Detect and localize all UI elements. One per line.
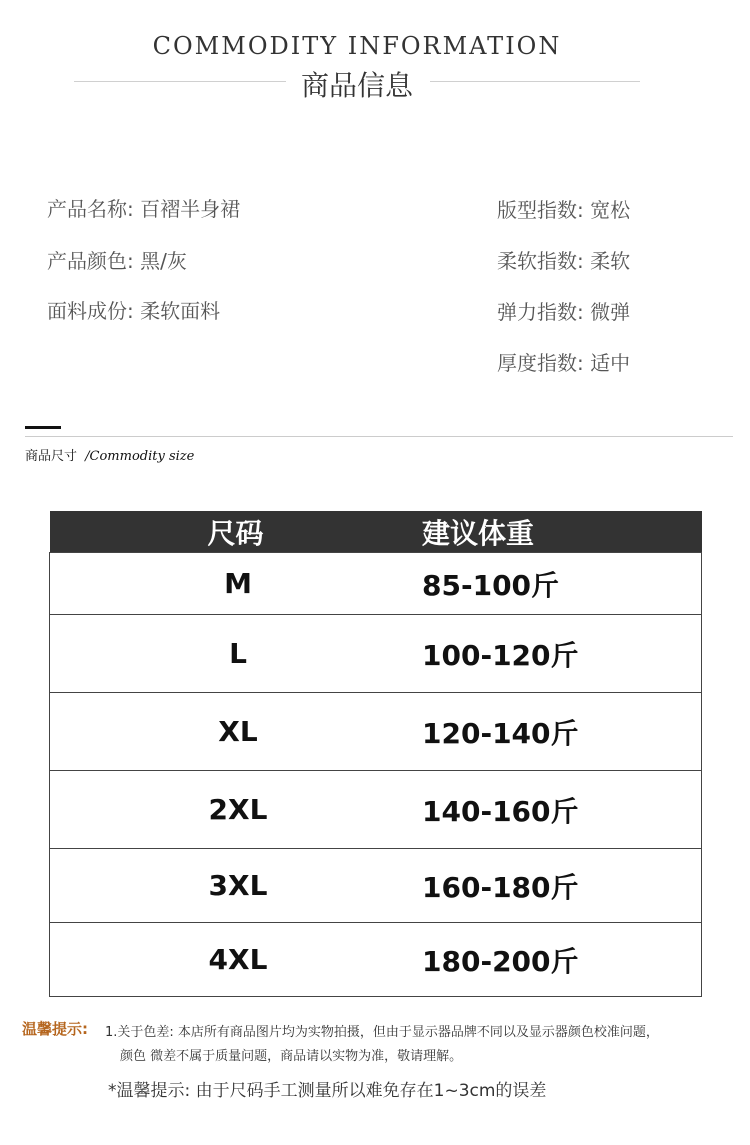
size-table <box>49 511 702 997</box>
tips-line-1: 1.关于色差: 本店所有商品图片均为实物拍摄，但由于显示器品牌不同以及显示器颜色校准问题， <box>105 1025 659 1040</box>
weight-value: 180-200斤 <box>422 944 579 978</box>
size-value: 4XL <box>208 943 268 976</box>
info-thickness-index: 厚度指数: 适中 <box>497 351 631 375</box>
weight-value: 160-180斤 <box>422 870 579 904</box>
weight-value: 140-160斤 <box>422 794 579 828</box>
tips-line-2: 颜色 微差不属于质量问题，商品请以实物为准，敬请理解。 <box>120 1049 463 1064</box>
info-fit-index: 版型指数: 宽松 <box>497 198 631 222</box>
info-softness-index: 柔软指数: 柔软 <box>497 249 631 273</box>
size-cell <box>50 553 427 615</box>
size-header-cell <box>50 511 427 553</box>
header-rule-right <box>430 81 640 82</box>
size-header-label: 尺码 <box>207 516 264 550</box>
size-cell <box>50 693 427 771</box>
size-cell <box>50 615 427 693</box>
table-row <box>50 693 702 771</box>
size-section-accent-bar <box>25 426 61 429</box>
tips-label: 温馨提示: <box>22 1020 88 1038</box>
table-row <box>50 615 702 693</box>
size-cell <box>50 849 427 923</box>
weight-value: 120-140斤 <box>422 716 579 750</box>
weight-cell <box>422 849 702 923</box>
weight-header-cell <box>422 511 702 553</box>
table-row <box>50 849 702 923</box>
weight-value: 85-100斤 <box>422 568 560 602</box>
table-row <box>50 553 702 615</box>
header-title-cn: 商品信息 <box>300 69 413 102</box>
size-section-title <box>25 445 194 464</box>
weight-header-label: 建议体重 <box>422 516 535 550</box>
size-value: M <box>224 567 252 600</box>
table-row <box>50 771 702 849</box>
size-value: L <box>229 637 247 670</box>
info-product-name: 产品名称: 百褶半身裙 <box>47 197 241 221</box>
size-section-title-en: /Commodity size <box>85 449 195 464</box>
measurement-note: *温馨提示: 由于尺码手工测量所以难免存在1~3cm的误差 <box>108 1081 547 1101</box>
info-elasticity-index: 弹力指数: 微弹 <box>497 300 631 324</box>
weight-value: 100-120斤 <box>422 638 579 672</box>
size-table-header-row <box>50 511 702 553</box>
weight-cell <box>422 693 702 771</box>
size-cell <box>50 771 427 849</box>
weight-cell <box>422 771 702 849</box>
info-fabric: 面料成份: 柔软面料 <box>47 299 221 323</box>
header-title-en: COMMODITY INFORMATION <box>152 32 562 60</box>
info-product-color: 产品颜色: 黑/灰 <box>47 249 187 273</box>
size-cell <box>50 923 427 997</box>
size-value: 2XL <box>208 793 268 826</box>
size-value: 3XL <box>208 869 268 902</box>
weight-cell <box>422 923 702 997</box>
size-section-title-cn: 商品尺寸 <box>25 449 78 464</box>
size-section-divider <box>25 436 733 437</box>
weight-cell <box>422 615 702 693</box>
weight-cell <box>422 553 702 615</box>
table-row <box>50 923 702 997</box>
size-value: XL <box>218 715 258 748</box>
